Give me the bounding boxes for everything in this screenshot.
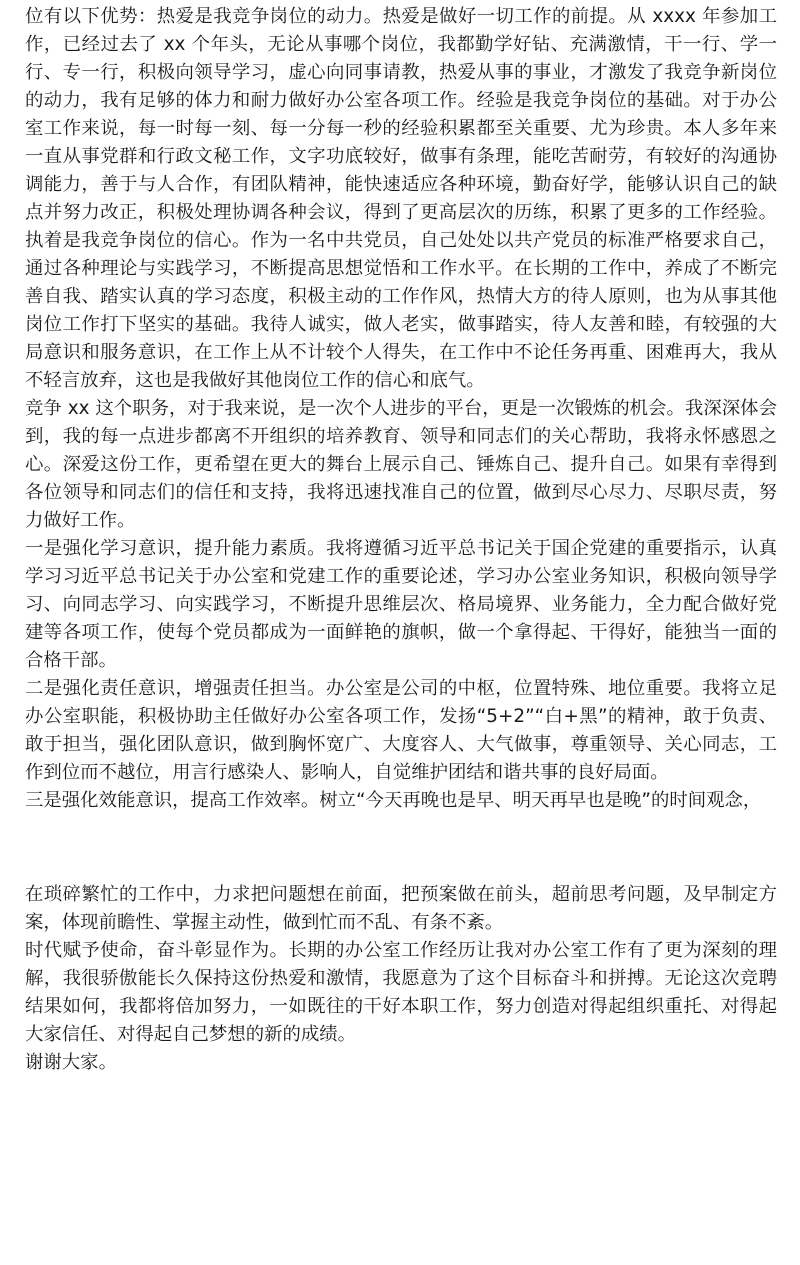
text-block-lower bbox=[25, 881, 777, 1077]
text-block-upper bbox=[25, 0, 777, 815]
paragraph-advantages: 位有以下优势：热爱是我竞争岗位的动力。热爱是做好一切工作的前提。从 xxxx 年参加工作，已经过去了 xx 个年头，无论从事哪个岗位，我都勤学好钻、充满激情，干一行、学一行、专一行，积极向领导学习，虚心向同事请教，热爱从事的事业，才激发了我竞争新岗位的动力，我有足够的体力和耐力做好办公室各项工作。经验是我竞争岗位的基础。对于办公室工作来说，每一时每一刻、每一分每一秒的经验积累都至关重要、尤为珍贵。本人多年来一直从事党群和行政文秘工作，文字功底较好，做事有条理，能吃苦耐劳，有较好的沟通协调能力，善于与人合作，有团队精神，能快速适应各种环境，勤奋好学，能够认识自己的缺点并努力改正，积极处理协调各种会议，得到了更高层次的历练，积累了更多的工作经验。执着是我竞争岗位的信心。作为一名中共党员，自己处处以共产党员的标准严格要求自己，通过各种理论与实践学习，不断提高思想觉悟和工作水平。在长期的工作中，养成了不断完善自我、踏实认真的学习态度，积极主动的工作作风，热情大方的待人原则，也为从事其他岗位工作打下坚实的基础。我待人诚实，做人老实，做事踏实，待人友善和睦，有较强的大局意识和服务意识，在工作上从不计较个人得失，在工作中不论任务再重、困难再大，我从不轻言放弃，这也是我做好其他岗位工作的信心和底气。 bbox=[25, 6, 777, 391]
paragraph-responsibility: 二是强化责任意识，增强责任担当。办公室是公司的中枢，位置特殊、地位重要。我将立足办公室职能，积极协助主任做好办公室各项工作，发扬“5+2”“白+黑”的精神，敢于负责、敢于担当，强化团队意识，做到胸怀宽广、大度容人、大气做事，尊重领导、关心同志，工作到位而不越位，用言行感染人、影响人，自觉维护团结和谐共事的良好局面。 bbox=[25, 678, 777, 783]
paragraph-conclusion: 时代赋予使命，奋斗彰显作为。长期的办公室工作经历让我对办公室工作有了更为深刻的理解，我很骄傲能长久保持这份热爱和激情，我愿意为了这个目标奋斗和拼搏。无论这次竞聘结果如何，我都将倍加努力，一如既往的干好本职工作，努力创造对得起组织重托、对得起大家信任、对得起自己梦想的新的成绩。 bbox=[25, 940, 777, 1045]
document-page bbox=[25, 0, 777, 1077]
paragraph-efficiency-continued: 在琐碎繁忙的工作中，力求把问题想在前面，把预案做在前头，超前思考问题，及早制定方案，体现前瞻性、掌握主动性，做到忙而不乱、有条不紊。 bbox=[25, 884, 777, 933]
paragraph-thanks: 谢谢大家。 bbox=[25, 1052, 117, 1073]
paragraph-learning: 一是强化学习意识，提升能力素质。我将遵循习近平总书记关于国企党建的重要指示，认真学习习近平总书记关于办公室和党建工作的重要论述，学习办公室业务知识，积极向领导学习、向同志学习、向实践学习，不断提升思维层次、格局境界、业务能力，全力配合做好党建等各项工作，使每个党员都成为一面鲜艳的旗帜，做一个拿得起、干得好，能独当一面的合格干部。 bbox=[25, 538, 777, 671]
paragraph-efficiency: 三是强化效能意识，提高工作效率。树立“今天再晚也是早、明天再早也是晚”的时间观念， bbox=[25, 790, 762, 811]
paragraph-opportunity: 竞争 xx 这个职务，对于我来说，是一次个人进步的平台，更是一次锻炼的机会。我深深体会到，我的每一点进步都离不开组织的培养教育、领导和同志们的关心帮助，我将永怀感恩之心。深爱这份工作，更希望在更大的舞台上展示自己、锤炼自己、提升自己。如果有幸得到各位领导和同志们的信任和支持，我将迅速找准自己的位置，做到尽心尽力、尽职尽责，努力做好工作。 bbox=[25, 398, 777, 531]
